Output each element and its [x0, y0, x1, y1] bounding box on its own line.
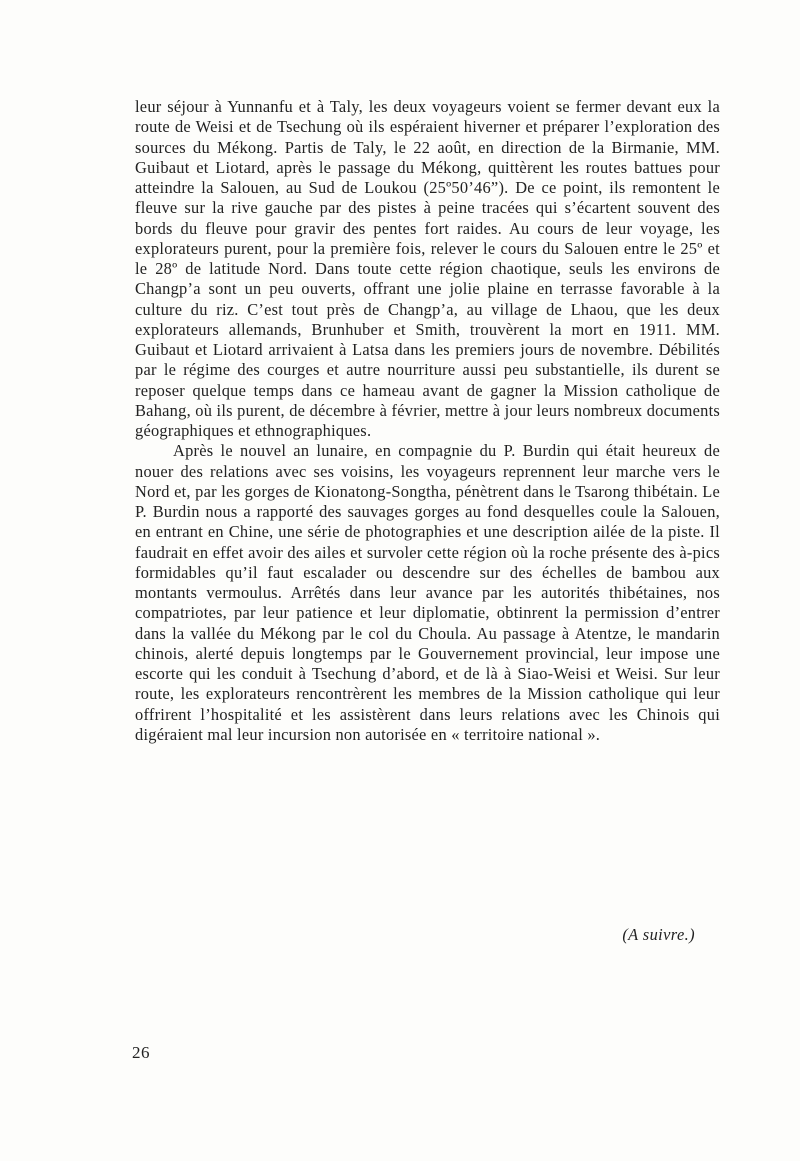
paragraph-2: Après le nouvel an lunaire, en compagnie du P. Burdin qui était heureux de nouer des relations avec ses voisins, les voyageurs reprennent leur marche vers le Nord et, par les gorges de Kionatong-Songtha, pénètrent dans le Tsarong thibétain. Le P. Burdin nous a rapporté des sauvages gorges au fond desquelles coule la Salouen, en entrant en Chine, une série de photographies et une description ailée de la piste. Il faudrait en effet avoir des ailes et survoler cette région où la roche présente des à-pics formidables qu’il faut escalader ou descendre sur des échelles de bambou aux montants vermoulus. Arrêtés dans leur avance par les autorités thibétaines, nos compatriotes, par leur patience et leur diplomatie, obtinrent la permission d’entrer dans la vallée du Mékong par le col du Choula. Au passage à Atentze, le mandarin chinois, alerté depuis longtemps par le Gouvernement provincial, leur impose une escorte qui les conduit à Tsechung d’abord, et de là à Siao-Weisi et Weisi. Sur leur route, les explorateurs rencontrèrent les membres de la Mission catholique qui leur offrirent l’hospitalité et les assistèrent dans leurs relations avec les Chinois qui digéraient mal leur incursion non autorisée en « territoire national ». — [135, 441, 720, 744]
to-be-continued-note: (A suivre.) — [622, 925, 695, 944]
body-text — [135, 97, 720, 745]
paragraph-1: leur séjour à Yunnanfu et à Taly, les deux voyageurs voient se fermer devant eux la route de Weisi et de Tsechung où ils espéraient hiverner et préparer l’exploration des sources du Mékong. Partis de Taly, le 22 août, en direction de la Birmanie, MM. Guibaut et Liotard, après le passage du Mékong, quittèrent les routes battues pour atteindre la Salouen, au Sud de Loukou (25º50’46”). De ce point, ils remontent le fleuve sur la rive gauche par des pistes à peine tracées qui s’écartent souvent des bords du fleuve pour gravir des pentes fort raides. Au cours de leur voyage, les explorateurs purent, pour la première fois, relever le cours du Salouen entre le 25º et le 28º de latitude Nord. Dans toute cette région chaotique, seuls les environs de Changp’a sont un peu ouverts, offrant une jolie plaine en terrasse favorable à la culture du riz. C’est tout près de Changp’a, au village de Lhaou, que les deux explorateurs allemands, Brunhuber et Smith, trouvèrent la mort en 1911. MM. Guibaut et Liotard arrivaient à Latsa dans les premiers jours de novembre. Débilités par le régime des courges et autre nourriture aussi peu substantielle, ils durent se reposer quelque temps dans ce hameau avant de gagner la Mission catholique de Bahang, où ils purent, de décembre à février, mettre à jour leurs nombreux documents géographiques et ethnographiques. — [135, 97, 720, 440]
page-number: 26 — [132, 1043, 150, 1062]
